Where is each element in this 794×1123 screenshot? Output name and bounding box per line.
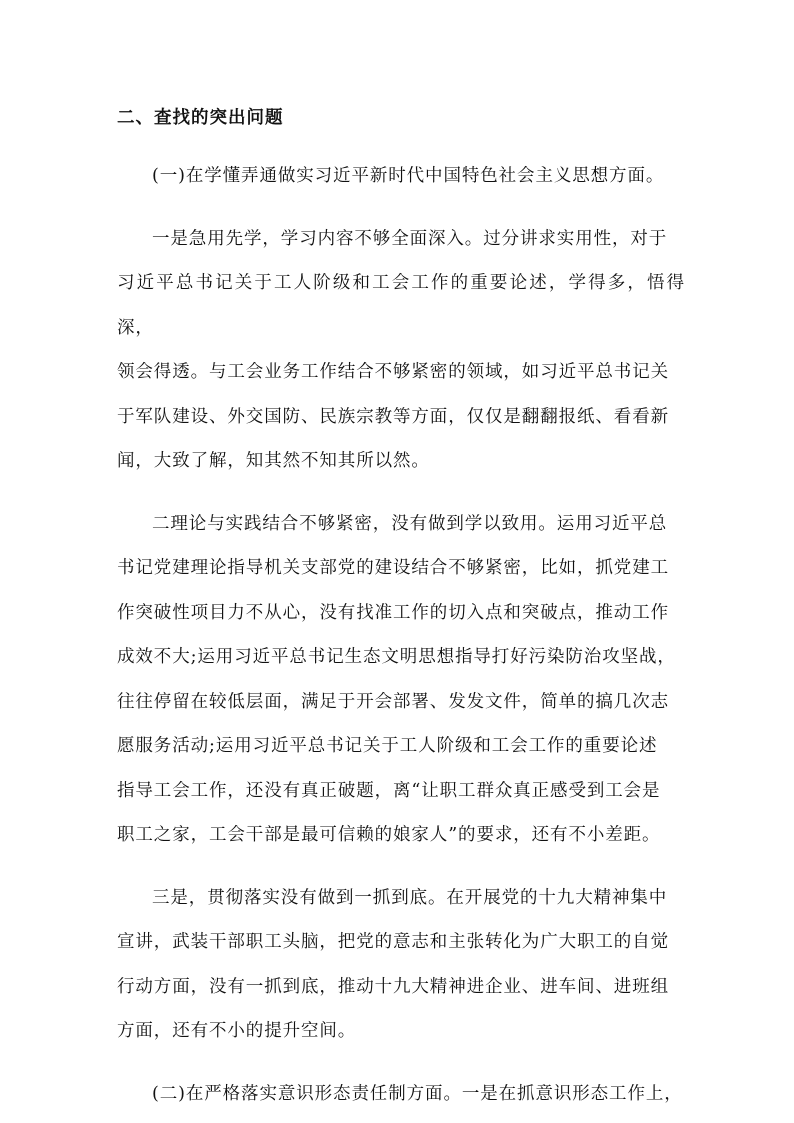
section-heading: 二、查找的突出问题 (117, 108, 284, 128)
paragraph-3: 二理论与实践结合不够紧密，没有做到学以致用。运用习近平总 书记党建理论指导机关支部党的建设结合不够紧密，比如，抓党建工 作突破性项目力不从心，没有找准工作的切入点和突破点，推动工作 成效不大;运用习近平总书记生态文明思想指导打好污染防治攻坚战， 往往停留在较低层面，满足于开会部署、发发文件，简单的搞几次志 愿服务活动;运用习近平总书记关于工人阶级和工会工作的重要论述 指导工会工作，还没有真正破题，离“让职工群众真正感受到工会是 职工之家，工会干部是最可信赖的娘家人”的要求，还有不小差距。 (117, 513, 676, 845)
paragraph-2: 一是急用先学，学习内容不够全面深入。过分讲求实用性，对于 习近平总书记关于工人阶级和工会工作的重要论述，学得多，悟得深， 领会得透。与工会业务工作结合不够紧密的领域，如习近平总书记关 于军队建设、外交国防、民族宗教等方面，仅仅是翻翻报纸、看看新 闻，大致了解，知其然不知其所以然。 (117, 228, 685, 471)
document-body (117, 104, 685, 1116)
paragraph-5: (二)在严格落实意识形态责任制方面。一是在抓意识形态工作上， (152, 1083, 683, 1104)
paragraph-1: (一)在学懂弄通做实习近平新时代中国特色社会主义思想方面。 (152, 166, 665, 186)
paragraph-4: 三是，贯彻落实没有做到一抓到底。在开展党的十九大精神集中 宣讲，武装干部职工头脑，把党的意志和主张转化为广大职工的自觉 行动方面，没有一抓到底，推动十九大精神进企业、进车间、进班组 方面，还有不小的提升空间。 (117, 887, 669, 1041)
